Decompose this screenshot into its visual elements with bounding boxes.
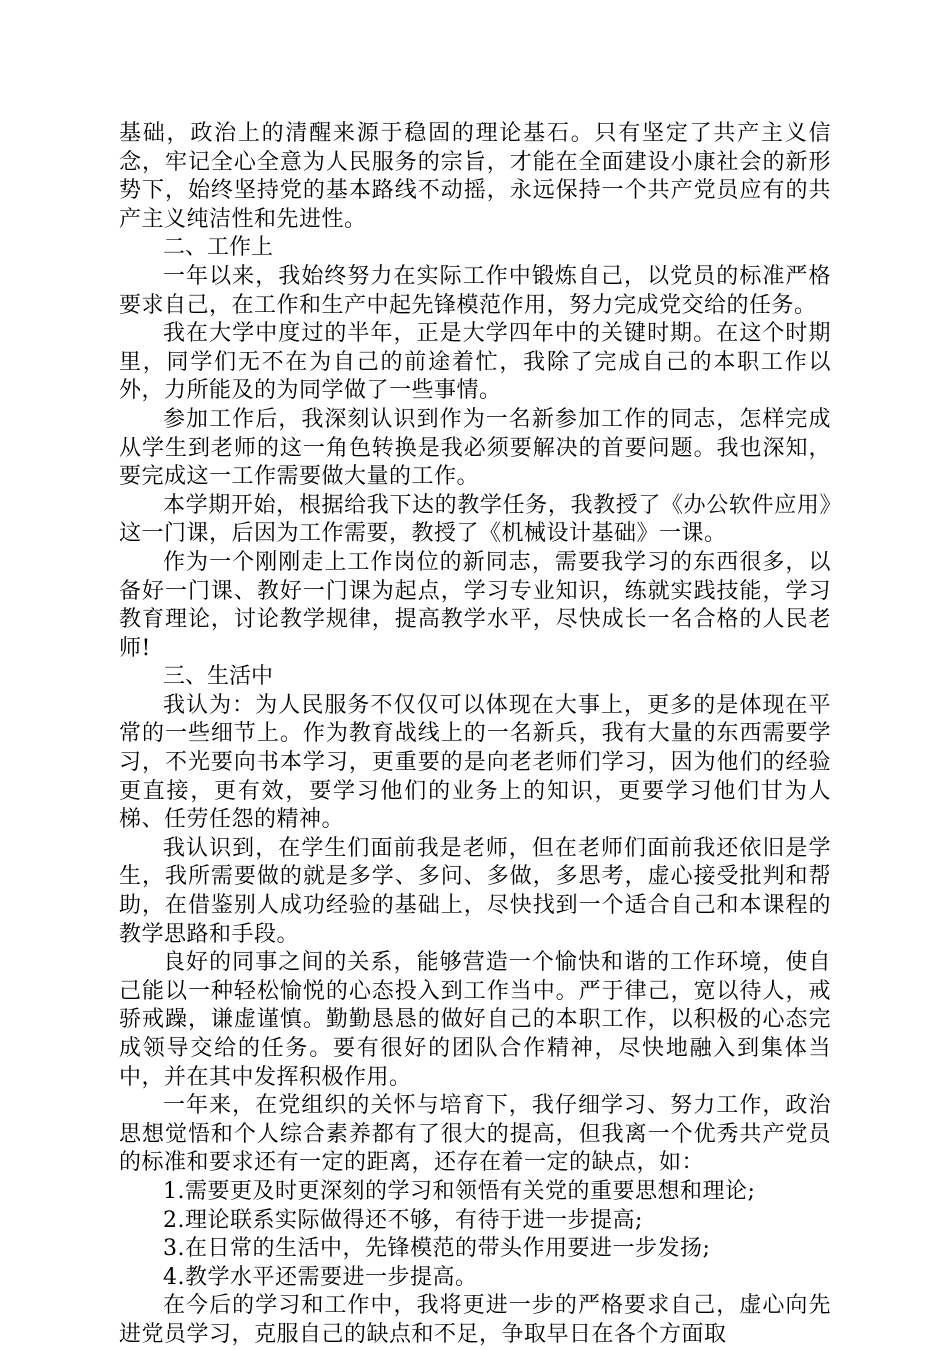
- list-item: 2.理论联系实际做得还不够，有待于进一步提高;: [163, 1207, 643, 1233]
- section-heading-life: 三、生活中: [163, 664, 274, 690]
- list-item: 4.教学水平还需要进一步提高。: [163, 1264, 478, 1290]
- document-page: [119, 120, 831, 1350]
- paragraph-continuation: 基础，政治上的清醒来源于稳固的理论基石。只有坚定了共产主义信念，牢记全心全意为人民服务的宗旨，才能在全面建设小康社会的新形势下，始终坚持党的基本路线不动摇，永远保持一个共产党员应有的共产主义纯洁性和先进性。: [119, 121, 831, 232]
- paragraph: 作为一个刚刚走上工作岗位的新同志，需要我学习的东西很多，以备好一门课、教好一门课为起点，学习专业知识，练就实践技能，学习教育理论，讨论教学规律，提高教学水平，尽快成长一名合格的人民老师!: [119, 549, 831, 661]
- paragraph: 良好的同事之间的关系，能够营造一个愉快和谐的工作环境，使自己能以一种轻松愉悦的心态投入到工作当中。严于律己，宽以待人，戒骄戒躁，谦虚谨慎。勤勤恳恳的做好自己的本职工作，以积极的心态完成领导交给的任务。要有很好的团队合作精神，尽快地融入到集体当中，并在其中发挥积极作用。: [119, 950, 831, 1090]
- list-item: 1.需要更及时更深刻的学习和领悟有关党的重要思想和理论;: [163, 1178, 756, 1204]
- section-heading-work: 二、工作上: [163, 235, 274, 261]
- paragraph: 我在大学中度过的半年，正是大学四年中的关键时期。在这个时期里，同学们无不在为自己的前途着忙，我除了完成自己的本职工作以外，力所能及的为同学做了一些事情。: [119, 321, 831, 404]
- paragraph: 一年以来，我始终努力在实际工作中锻炼自己，以党员的标准严格要求自己，在工作和生产中起先锋模范作用，努力完成党交给的任务。: [119, 263, 831, 318]
- paragraph: 我认为：为人民服务不仅仅可以体现在大事上，更多的是体现在平常的一些细节上。作为教育战线上的一名新兵，我有大量的东西需要学习，不光要向书本学习，更重要的是向老老师们学习，因为他们的经验更直接，更有效，要学习他们的业务上的知识，更要学习他们甘为人梯、任劳任怨的精神。: [119, 692, 831, 833]
- paragraph: 在今后的学习和工作中，我将更进一步的严格要求自己，虚心向先进党员学习，克服自己的缺点和不足，争取早日在各个方面取: [119, 1293, 831, 1347]
- paragraph: 我认识到，在学生们面前我是老师，但在老师们面前我还依旧是学生，我所需要做的就是多学、多问、多做，多思考，虚心接受批判和帮助，在借鉴别人成功经验的基础上，尽快找到一个适合自己和本课程的教学思路和手段。: [119, 835, 831, 947]
- list-item: 3.在日常的生活中，先锋模范的带头作用要进一步发扬;: [163, 1236, 711, 1262]
- paragraph: 一年来，在党组织的关怀与培育下，我仔细学习、努力工作，政治思想觉悟和个人综合素养都有了很大的提高，但我离一个优秀共产党员的标准和要求还有一定的距离，还存在着一定的缺点，如：: [119, 1093, 831, 1176]
- paragraph: 本学期开始，根据给我下达的教学任务，我教授了《办公软件应用》这一门课，后因为工作需要，教授了《机械设计基础》一课。: [119, 492, 831, 547]
- paragraph: 参加工作后，我深刻认识到作为一名新参加工作的同志，怎样完成从学生到老师的这一角色转换是我必须要解决的首要问题。我也深知，要完成这一工作需要做大量的工作。: [119, 406, 831, 490]
